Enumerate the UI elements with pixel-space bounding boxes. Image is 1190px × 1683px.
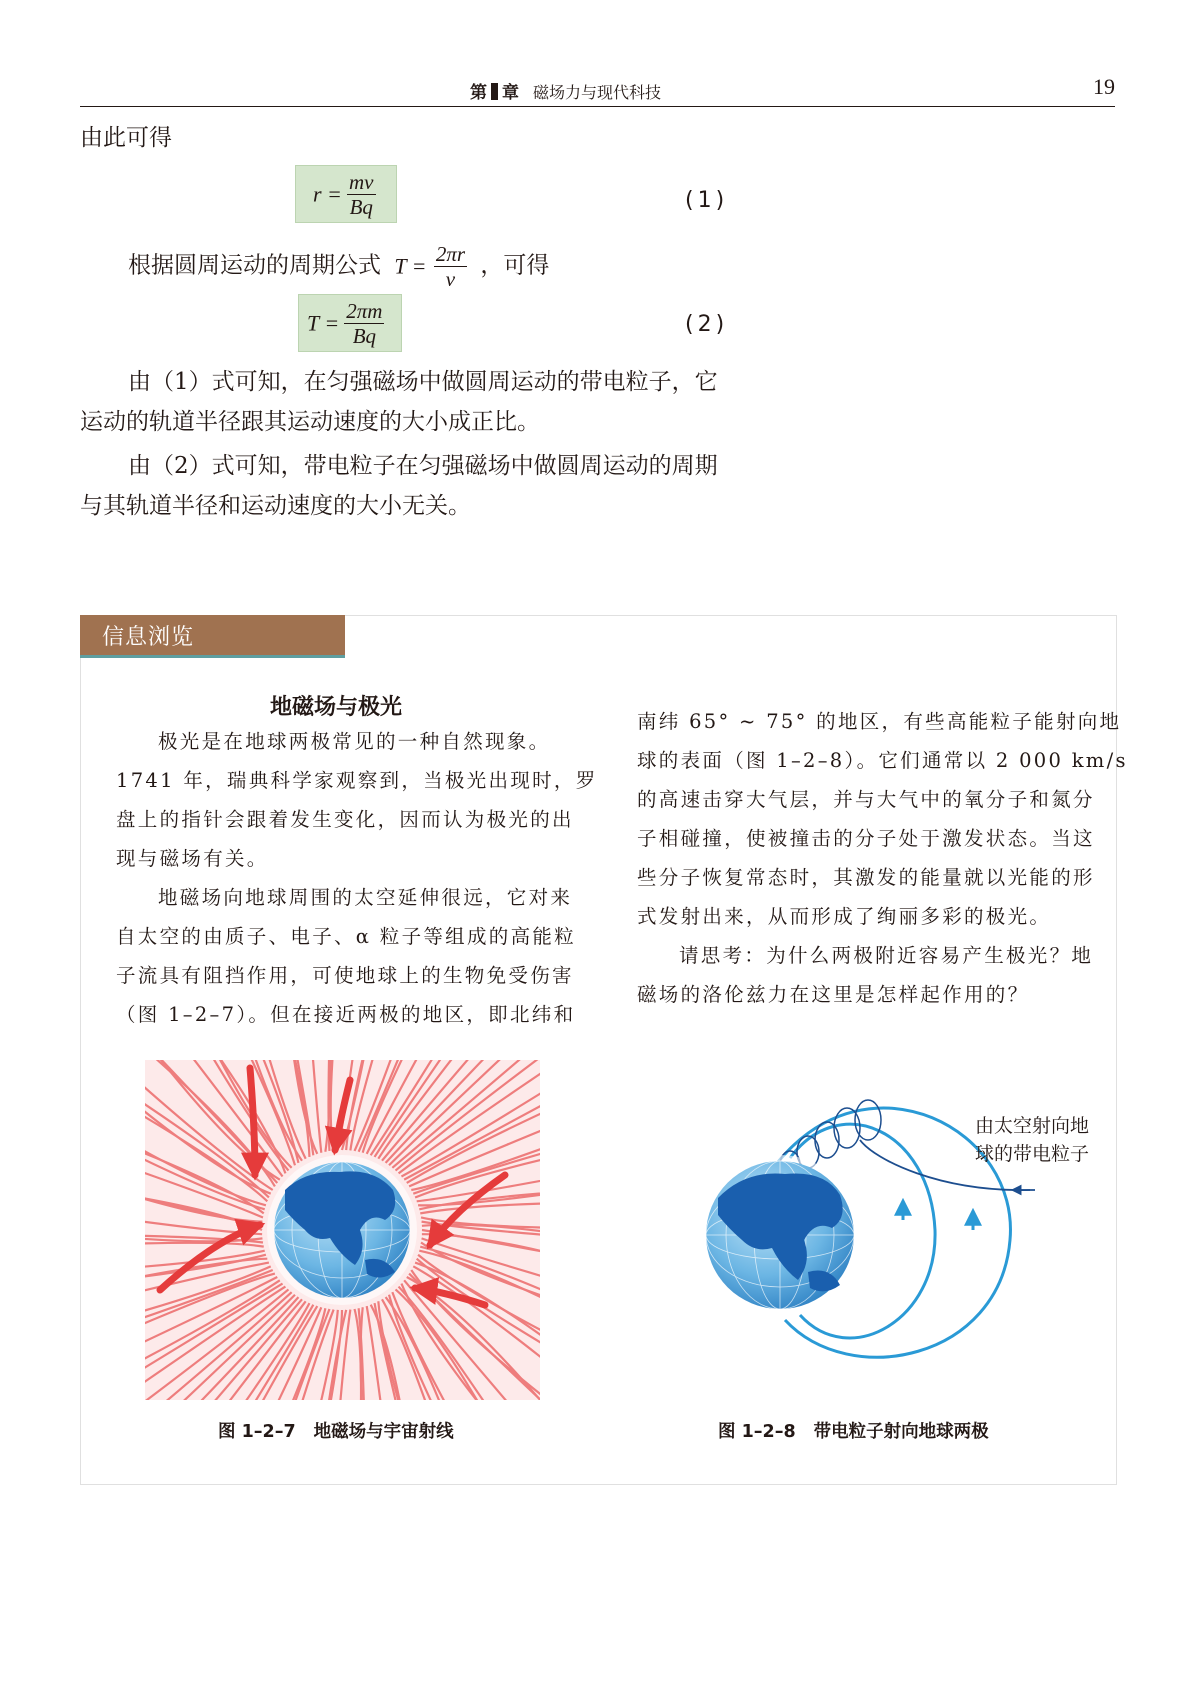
- period-formula-lhs: T =: [394, 253, 427, 279]
- figure-2-caption: [718, 1418, 989, 1443]
- right-line: 请思考：为什么两极附近容易产生极光？地: [679, 944, 1094, 967]
- figure-2-label-line: 由太空射向地: [975, 1115, 1090, 1137]
- article-right-column: [637, 702, 1128, 1014]
- formula-1-lhs: r =: [313, 181, 342, 207]
- info-tab-underline: [80, 655, 345, 658]
- chapter-title: 磁场力与现代科技: [533, 83, 662, 102]
- left-line: 盘上的指针会跟着发生变化，因而认为极光的出: [116, 808, 574, 831]
- chapter-number-bar: [491, 83, 498, 100]
- formula-2-denominator: Bq: [352, 324, 377, 348]
- article-left-column: [116, 722, 598, 1034]
- figure-2-caption-text: 带电粒子射向地球两极: [813, 1422, 989, 1442]
- formula-1-denominator: Bq: [349, 195, 373, 219]
- left-line: 子流具有阻挡作用，可使地球上的生物免受伤害: [116, 964, 574, 987]
- formula-1-box: [295, 165, 397, 223]
- figure-2-label: [975, 1112, 1089, 1168]
- right-line: 些分子恢复常态时，其激发的能量就以光能的形: [637, 866, 1095, 889]
- info-tab-label: 信息浏览: [102, 625, 195, 650]
- right-line: 的高速击穿大气层，并与大气中的氧分子和氮分: [637, 788, 1095, 811]
- period-text: [128, 242, 549, 291]
- formula-2-box: [298, 294, 402, 352]
- right-line: 式发射出来，从而形成了绚丽多彩的极光。: [637, 905, 1052, 928]
- left-line: 自太空的由质子、电子、α 粒子等组成的高能粒: [116, 925, 576, 948]
- right-line: 南纬 65° ~ 75° 的地区，有些高能粒子能射向地: [637, 710, 1122, 733]
- paragraph-1: [80, 362, 718, 442]
- period-text-post: ，可得: [480, 252, 550, 279]
- chapter-header: [470, 78, 661, 103]
- right-line: 子相碰撞，使被撞击的分子处于激发状态。当这: [637, 827, 1095, 850]
- period-text-pre: 根据圆周运动的周期公式: [128, 252, 381, 279]
- figure-1-caption: [218, 1418, 454, 1443]
- left-line: 1741 年，瑞典科学家观察到，当极光出现时，罗: [116, 769, 598, 792]
- chapter-suffix: 章: [502, 83, 519, 103]
- formula-1-numerator: mv: [349, 170, 374, 194]
- period-formula-numerator: 2πr: [435, 242, 466, 266]
- formula-2-number: (2): [685, 312, 729, 337]
- paragraph-2: [80, 446, 718, 526]
- intro-text: 由此可得: [80, 125, 172, 151]
- formula-1-number: (1): [685, 188, 729, 213]
- figure-2-number: 图 1–2–8: [718, 1422, 796, 1442]
- right-line: 球的表面（图 1–2–8）。它们通常以 2 000 km/s: [637, 749, 1128, 772]
- figure-2-label-line: 球的带电粒子: [975, 1143, 1090, 1165]
- page-number: 19: [1093, 74, 1115, 99]
- figure-1-number: 图 1–2–7: [218, 1422, 296, 1442]
- paragraph-2-line-1: 由（2）式可知，带电粒子在匀强磁场中做圆周运动的周期: [128, 453, 718, 479]
- article-title: 地磁场与极光: [270, 695, 403, 720]
- paragraph-2-line-2: 与其轨道半径和运动速度的大小无关。: [80, 493, 471, 519]
- formula-2-numerator: 2πm: [346, 299, 383, 323]
- period-formula-denominator: v: [445, 267, 456, 291]
- paragraph-1-line-1: 由（1）式可知，在匀强磁场中做圆周运动的带电粒子，它: [128, 369, 718, 395]
- header-rule: [80, 106, 1115, 107]
- left-line: 现与磁场有关。: [116, 847, 269, 870]
- figure-1-image: [145, 1060, 540, 1400]
- left-line: 极光是在地球两极常见的一种自然现象。: [158, 730, 551, 753]
- formula-2-lhs: T =: [307, 310, 340, 336]
- left-line: 地磁场向地球周围的太空延伸很远，它对来: [158, 886, 573, 909]
- paragraph-1-line-2: 运动的轨道半径跟其运动速度的大小成正比。: [80, 409, 540, 435]
- figure-1-caption-text: 地磁场与宇宙射线: [313, 1422, 454, 1442]
- left-line: （图 1–2–7）。但在接近两极的地区，即北纬和: [116, 1003, 576, 1026]
- right-line: 磁场的洛伦兹力在这里是怎样起作用的？: [637, 983, 1030, 1006]
- chapter-prefix: 第: [470, 83, 487, 103]
